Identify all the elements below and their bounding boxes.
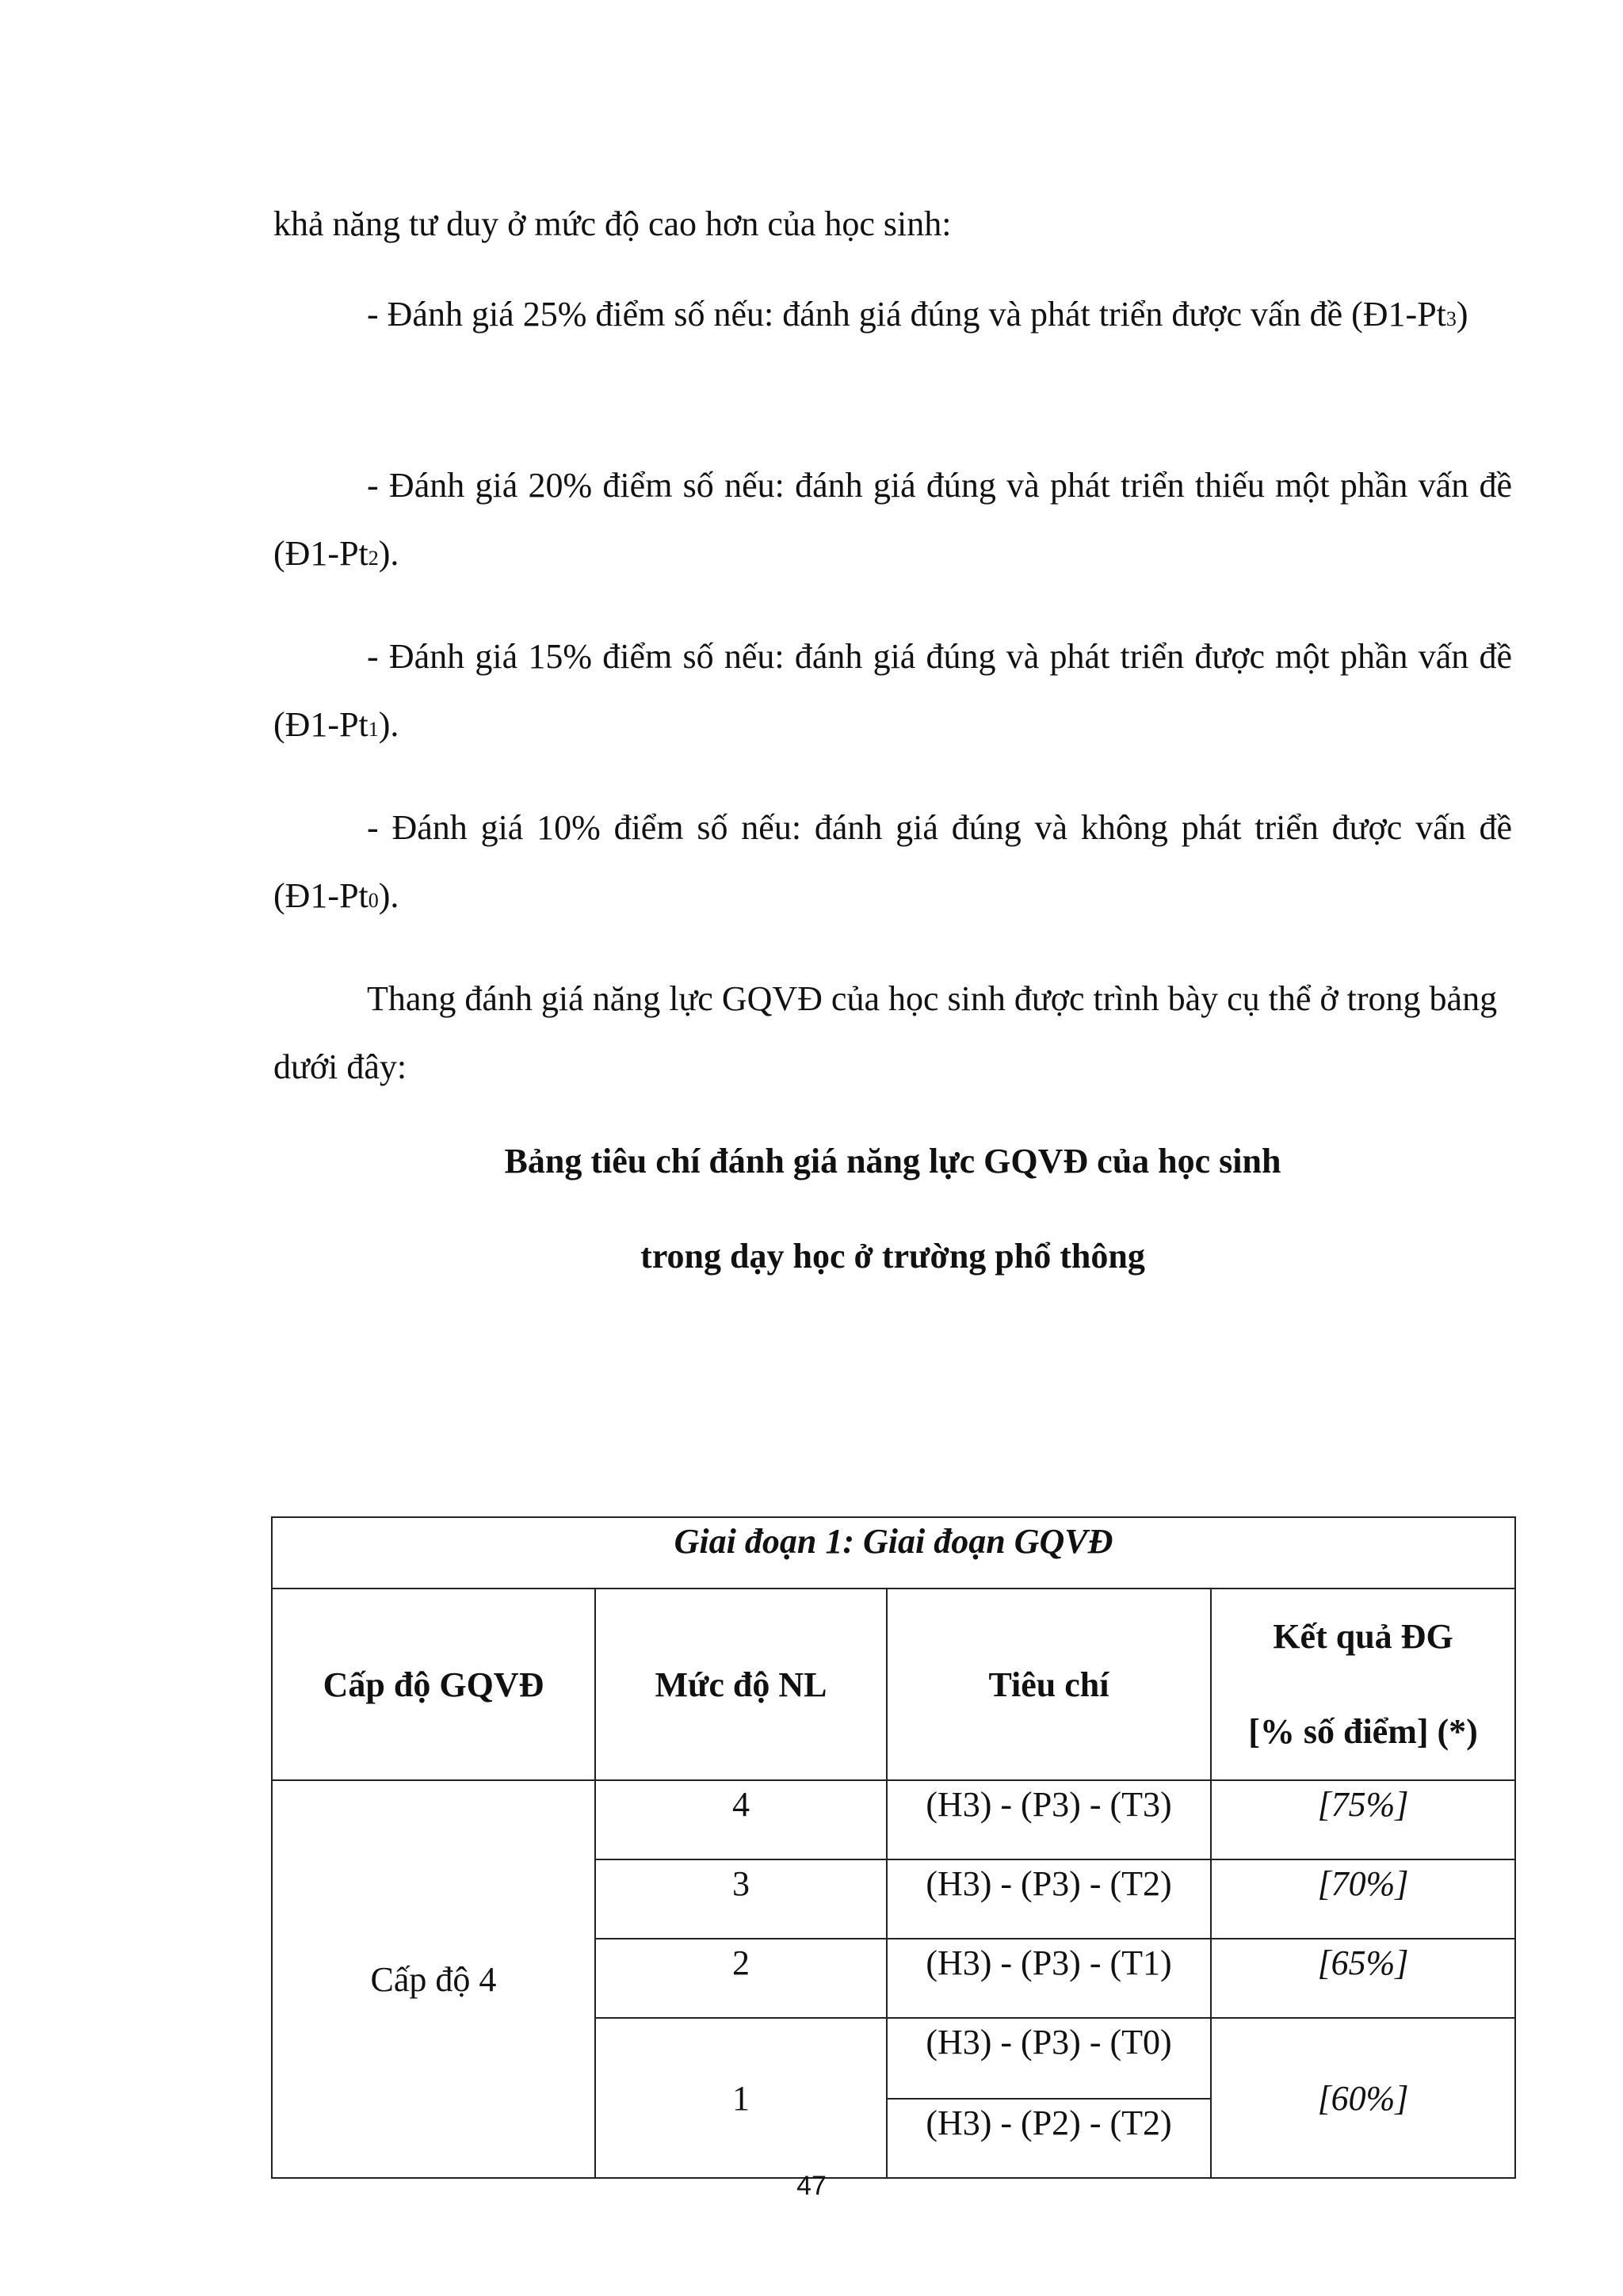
paragraph-criterion-25 (273, 280, 1512, 353)
nl-cell: 4 (595, 1780, 887, 1859)
nl-cell: 1 (595, 2018, 887, 2178)
table-row (272, 1780, 1515, 1859)
paragraph-text: - Đánh giá 25% điểm số nếu: đánh giá đúng và phát triển được vấn đề (Đ1-Pt (367, 295, 1446, 334)
level-cell: Cấp độ 4 (272, 1780, 595, 2178)
paragraph-intro (273, 190, 1512, 258)
header-result (1211, 1589, 1515, 1780)
subscript: 1 (368, 718, 379, 741)
stage-title: Giai đoạn 1: Giai đoạn GQVĐ (272, 1517, 1515, 1589)
paragraph-criterion-20 (273, 452, 1512, 593)
table-caption-line2: trong dạy học ở trường phổ thông (640, 1237, 1145, 1276)
result-cell: [70%] (1211, 1859, 1515, 1939)
nl-cell: 3 (595, 1859, 887, 1939)
paragraph-text: - Đánh giá 10% điểm số nếu: đánh giá đúng và không phát triển được vấn đề (Đ1-Pt (273, 808, 1512, 915)
header-level: Cấp độ GQVĐ (272, 1589, 595, 1780)
paragraph-criterion-15 (273, 623, 1512, 764)
table-stage-row (272, 1517, 1515, 1589)
table-header-row (272, 1589, 1515, 1780)
result-cell: [60%] (1211, 2018, 1515, 2178)
criteria-cell: (H3) - (P3) - (T0) (887, 2018, 1211, 2099)
result-cell: [65%] (1211, 1939, 1515, 2018)
paragraph-text-end: ) (1456, 295, 1468, 334)
paragraph-criterion-10 (273, 794, 1512, 935)
nl-cell: 2 (595, 1939, 887, 2018)
subscript: 2 (368, 547, 379, 570)
header-result-line2: [% số điểm] (*) (1248, 1712, 1478, 1751)
subscript: 3 (1445, 307, 1457, 330)
criteria-table (271, 1516, 1516, 2179)
criteria-cell: (H3) - (P3) - (T3) (887, 1780, 1211, 1859)
criteria-cell: (H3) - (P2) - (T2) (887, 2099, 1211, 2178)
table-caption-line1: Bảng tiêu chí đánh giá năng lực GQVĐ của học sinh (504, 1142, 1281, 1180)
page-number: 47 (796, 2171, 827, 2201)
criteria-cell: (H3) - (P3) - (T1) (887, 1939, 1211, 2018)
header-result-line1: Kết quả ĐG (1273, 1617, 1453, 1656)
paragraph-scale-intro (273, 965, 1512, 1101)
header-criteria: Tiêu chí (887, 1589, 1211, 1780)
result-cell: [75%] (1211, 1780, 1515, 1859)
subscript: 0 (368, 889, 379, 912)
paragraph-text: - Đánh giá 20% điểm số nếu: đánh giá đúng và phát triển thiếu một phần vấn đề (Đ1-Pt (273, 466, 1512, 573)
paragraph-text: khả năng tư duy ở mức độ cao hơn của học sinh: (273, 204, 952, 243)
paragraph-text: - Đánh giá 15% điểm số nếu: đánh giá đúng và phát triển được một phần vấn đề (Đ1-Pt (273, 637, 1512, 744)
paragraph-text-end: ). (378, 876, 399, 915)
paragraph-text-end: ). (378, 534, 399, 573)
paragraph-text: Thang đánh giá năng lực GQVĐ của học sinh được trình bày cụ thể ở trong bảng dưới đây: (273, 979, 1498, 1086)
criteria-cell: (H3) - (P3) - (T2) (887, 1859, 1211, 1939)
header-competence: Mức độ NL (595, 1589, 887, 1780)
paragraph-text-end: ). (378, 705, 399, 744)
